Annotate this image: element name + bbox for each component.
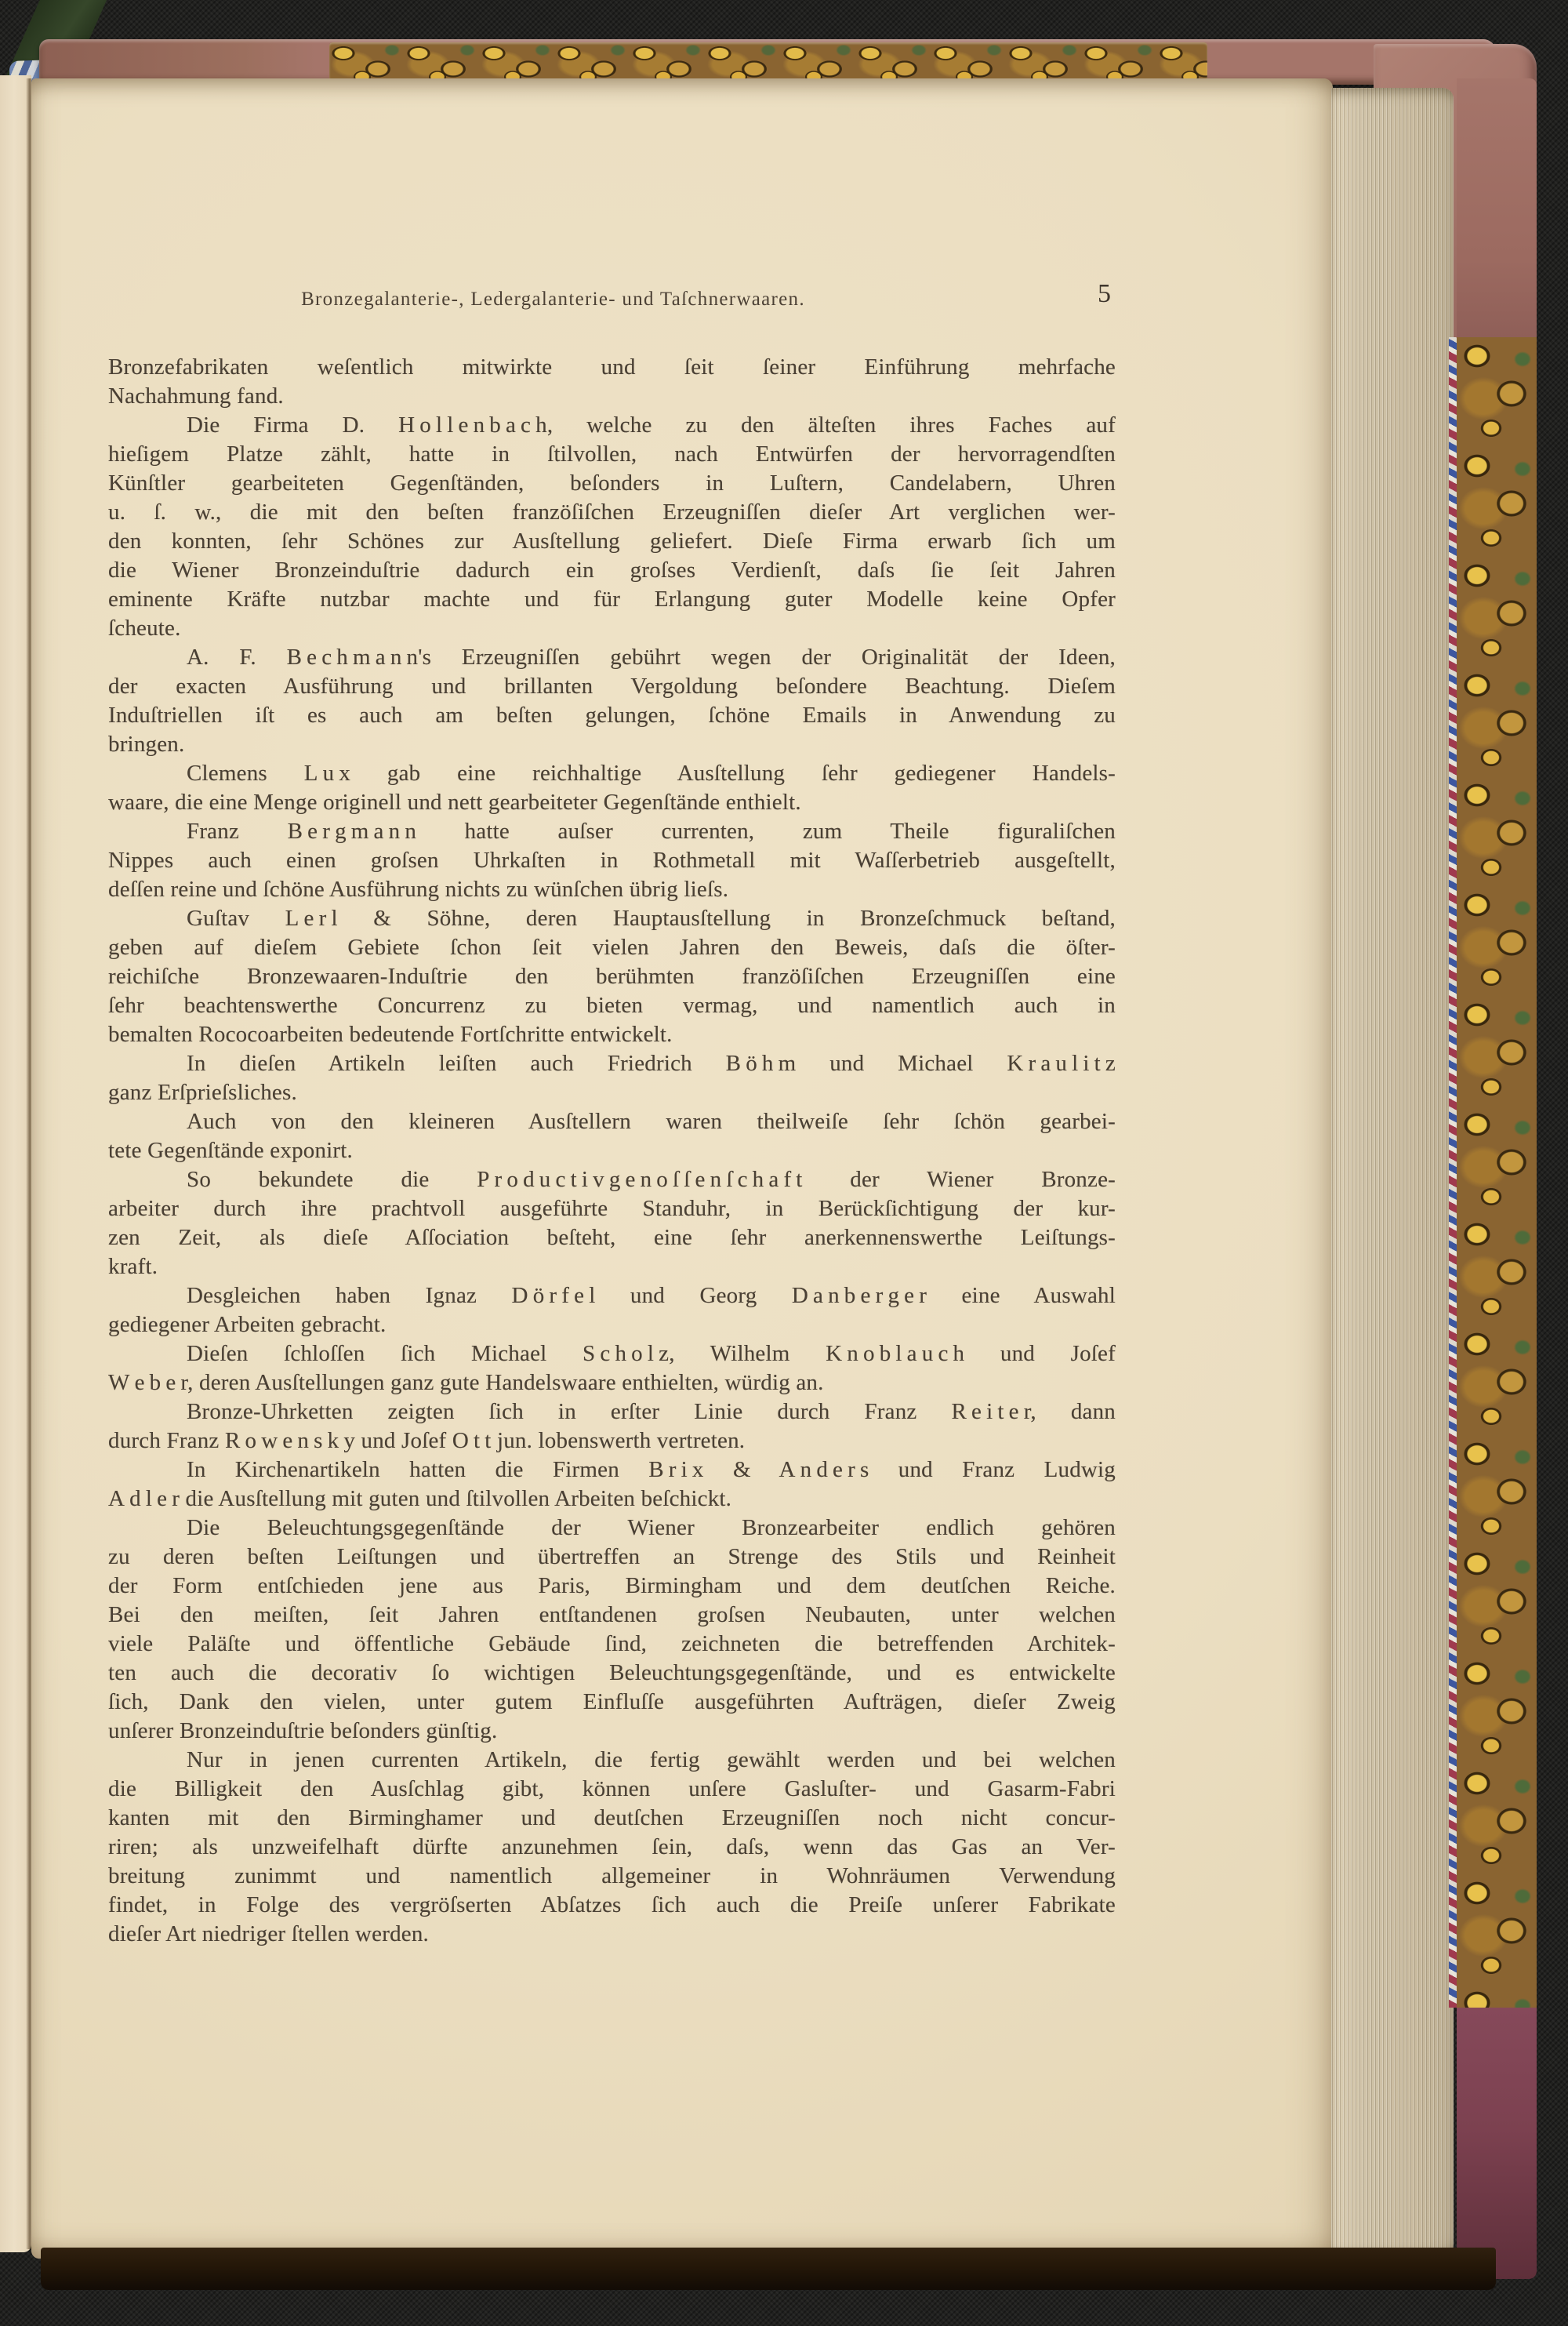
text-line: W e b e r, deren Ausſtellungen ganz gute Handelswaare enthielten, würdig an. [108, 1370, 824, 1395]
text-line: kraft. [108, 1254, 158, 1279]
text-line: u. ſ. w., die mit den beſten franzöſiſchen Erzeugniſſen dieſer Art verglichen wer- [108, 500, 1116, 525]
text-line: der Form entſchieden jene aus Paris, Birmingham und dem deutſchen Reiche. [108, 1573, 1116, 1598]
text-line: Dieſen ſchloſſen ſich Michael S c h o l z, Wilhelm K n o b l a u c h und Joſef [187, 1341, 1116, 1366]
text-line: Nachahmung fand. [108, 383, 284, 409]
text-line: dieſer Art niedriger ſtellen werden. [108, 1921, 430, 1946]
text-line: Die Beleuchtungsgegenſtände der Wiener Bronzearbeiter endlich gehören [187, 1515, 1116, 1540]
fore-edge-page-stack [1331, 88, 1454, 2262]
text-line: Bei den meiſten, ſeit Jahren entſtandenen groſsen Neubauten, unter welchen [108, 1602, 1116, 1627]
text-line: So bekundete die P r o d u c t i v g e n o ſ ſ e n ſ c h a f t der Wiener Bronze- [187, 1167, 1116, 1192]
text-line: die Wiener Bronzeinduſtrie dadurch ein groſses Verdienſt, daſs ſie ſeit Jahren [108, 558, 1116, 583]
text-line: den konnten, ſehr Schönes zur Ausſtellung geliefert. Dieſe Firma erwarb ſich um [108, 529, 1116, 554]
text-line: kanten mit den Birminghamer und deutſchen Erzeugniſſen noch nicht concur- [108, 1805, 1116, 1830]
right-cover-marbled-paper [1457, 337, 1537, 2008]
right-cover-leather-bottom [1457, 2008, 1537, 2279]
page-header [108, 279, 1116, 323]
text-line: Künſtler gearbeiteten Gegenſtänden, beſonders in Luſtern, Candelabern, Uhren [108, 471, 1116, 496]
text-line: bringen. [108, 732, 185, 757]
text-line: gediegener Arbeiten gebracht. [108, 1312, 387, 1337]
text-line: ganz Erſprieſsliches. [108, 1080, 297, 1105]
text-line: findet, in Folge des vergröſserten Abſatzes ſich auch die Preiſe unſerer Fabrikate [108, 1892, 1116, 1917]
text-line: ten auch die decorativ ſo wichtigen Beleuchtungsgegenſtände, und es entwickelte [108, 1660, 1116, 1685]
text-line: tete Gegenſtände exponirt. [108, 1138, 353, 1163]
text-line: die Billigkeit den Ausſchlag gibt, können unſere Gasluſter- und Gasarm-Fabri [108, 1776, 1116, 1801]
text-line: Desgleichen haben Ignaz D ö r f e l und Georg D a n b e r g e r eine Auswahl [187, 1283, 1116, 1308]
text-line: der exacten Ausführung und brillanten Vergoldung beſondere Beachtung. Dieſem [108, 674, 1116, 699]
text-line: ſcheute. [108, 616, 181, 641]
bottom-cover-shadow [41, 2248, 1496, 2290]
text-line: Induſtriellen iſt es auch am beſten gelungen, ſchöne Emails in Anwendung zu [108, 703, 1116, 728]
text-line: Auch von den kleineren Ausſtellern waren theilweiſe ſehr ſchön gearbei- [187, 1109, 1116, 1134]
book-page [31, 78, 1333, 2259]
text-line: deſſen reine und ſchöne Ausführung nichts zu wünſchen übrig lieſs. [108, 877, 729, 902]
top-marbled-paper [329, 42, 1207, 82]
text-line: durch Franz R o w e n s k y und Joſef O t t jun. lobenswerth vertreten. [108, 1428, 746, 1453]
text-line: riren; als unzweifelhaft dürfte anzunehmen ſein, daſs, wenn das Gas an Ver- [108, 1834, 1116, 1859]
text-line: breitung zunimmt und namentlich allgemeiner in Wohnräumen Verwendung [108, 1863, 1116, 1888]
text-line: In dieſen Artikeln leiſten auch Friedrich B ö h m und Michael K r a u l i t z [187, 1051, 1116, 1076]
text-line: bemalten Rococoarbeiten bedeutende Fortſchritte entwickelt. [108, 1022, 673, 1047]
text-line: Nur in jenen currenten Artikeln, die fertig gewählt werden und bei welchen [187, 1747, 1116, 1772]
text-line: Die Firma D. H o l l e n b a c h, welche zu den älteſten ihres Faches auf [187, 413, 1116, 438]
text-line: zen Zeit, als dieſe Aſſociation beſteht, eine ſehr anerkennenswerthe Leiſtungs- [108, 1225, 1116, 1250]
text-line: A. F. B e c h m a n n's Erzeugniſſen gebührt wegen der Originalität der Ideen, [187, 645, 1116, 670]
text-line: unſerer Bronzeinduſtrie beſonders günſtig. [108, 1718, 498, 1743]
text-line: arbeiter durch ihre prachtvoll ausgeführte Standuhr, in Berückſichtigung der kur- [108, 1196, 1116, 1221]
text-line: zu deren beſten Leiſtungen und übertreffen an Strenge des Stils und Reinheit [108, 1544, 1116, 1569]
text-line: In Kirchenartikeln hatten die Firmen B r i x & A n d e r s und Franz Ludwig [187, 1457, 1116, 1482]
text-line: eminente Kräfte nutzbar machte und für Erlangung guter Modelle keine Opfer [108, 587, 1116, 612]
text-line: viele Paläſte und öffentliche Gebäude ſind, zeichneten die betreffenden Architek- [108, 1631, 1116, 1656]
page-number: 5 [1098, 279, 1111, 308]
text-line: Bronze-Uhrketten zeigten ſich in erſter Linie durch Franz R e i t e r, dann [187, 1399, 1116, 1424]
page-body-text [108, 353, 1116, 1949]
text-line: Nippes auch einen groſsen Uhrkaſten in Rothmetall mit Waſſerbetrieb ausgeſtellt, [108, 848, 1116, 873]
right-cover-leather-top [1457, 78, 1537, 337]
text-line: reichiſche Bronzewaaren-Induſtrie den berühmten franzöſiſchen Erzeugniſſen eine [108, 964, 1116, 989]
right-cover-edge [1457, 78, 1537, 2279]
text-line: A d l e r die Ausſtellung mit guten und ſtilvollen Arbeiten beſchickt. [108, 1486, 732, 1511]
text-line: Bronzefabrikaten weſentlich mitwirkte und ſeit ſeiner Einführung mehrfache [108, 354, 1116, 380]
text-line: Franz B e r g m a n n hatte auſser currenten, zum Theile figuraliſchen [187, 819, 1116, 844]
text-line: geben auf dieſem Gebiete ſchon ſeit vielen Jahren den Beweis, daſs die öſter- [108, 935, 1116, 960]
text-line: ſich, Dank den vielen, unter gutem Einfluſſe ausgeführten Aufträgen, dieſer Zweig [108, 1689, 1116, 1714]
running-header-title: Bronzegalanterie-, Ledergalanterie- und Taſchnerwaaren. [301, 289, 805, 310]
text-line: Guſtav L e r l & Söhne, deren Hauptausſtellung in Bronzeſchmuck beſtand, [187, 906, 1116, 931]
text-line: Clemens L u x gab eine reichhaltige Ausſtellung ſehr gediegener Handels- [187, 761, 1116, 786]
text-line: hieſigem Platze zählt, hatte in ſtilvollen, nach Entwürfen der hervorragendſten [108, 442, 1116, 467]
text-line: waare, die eine Menge originell und nett gearbeiteter Gegenſtände enthielt. [108, 790, 801, 815]
text-line: ſehr beachtenswerthe Concurrenz zu bieten vermag, und namentlich auch in [108, 993, 1116, 1018]
